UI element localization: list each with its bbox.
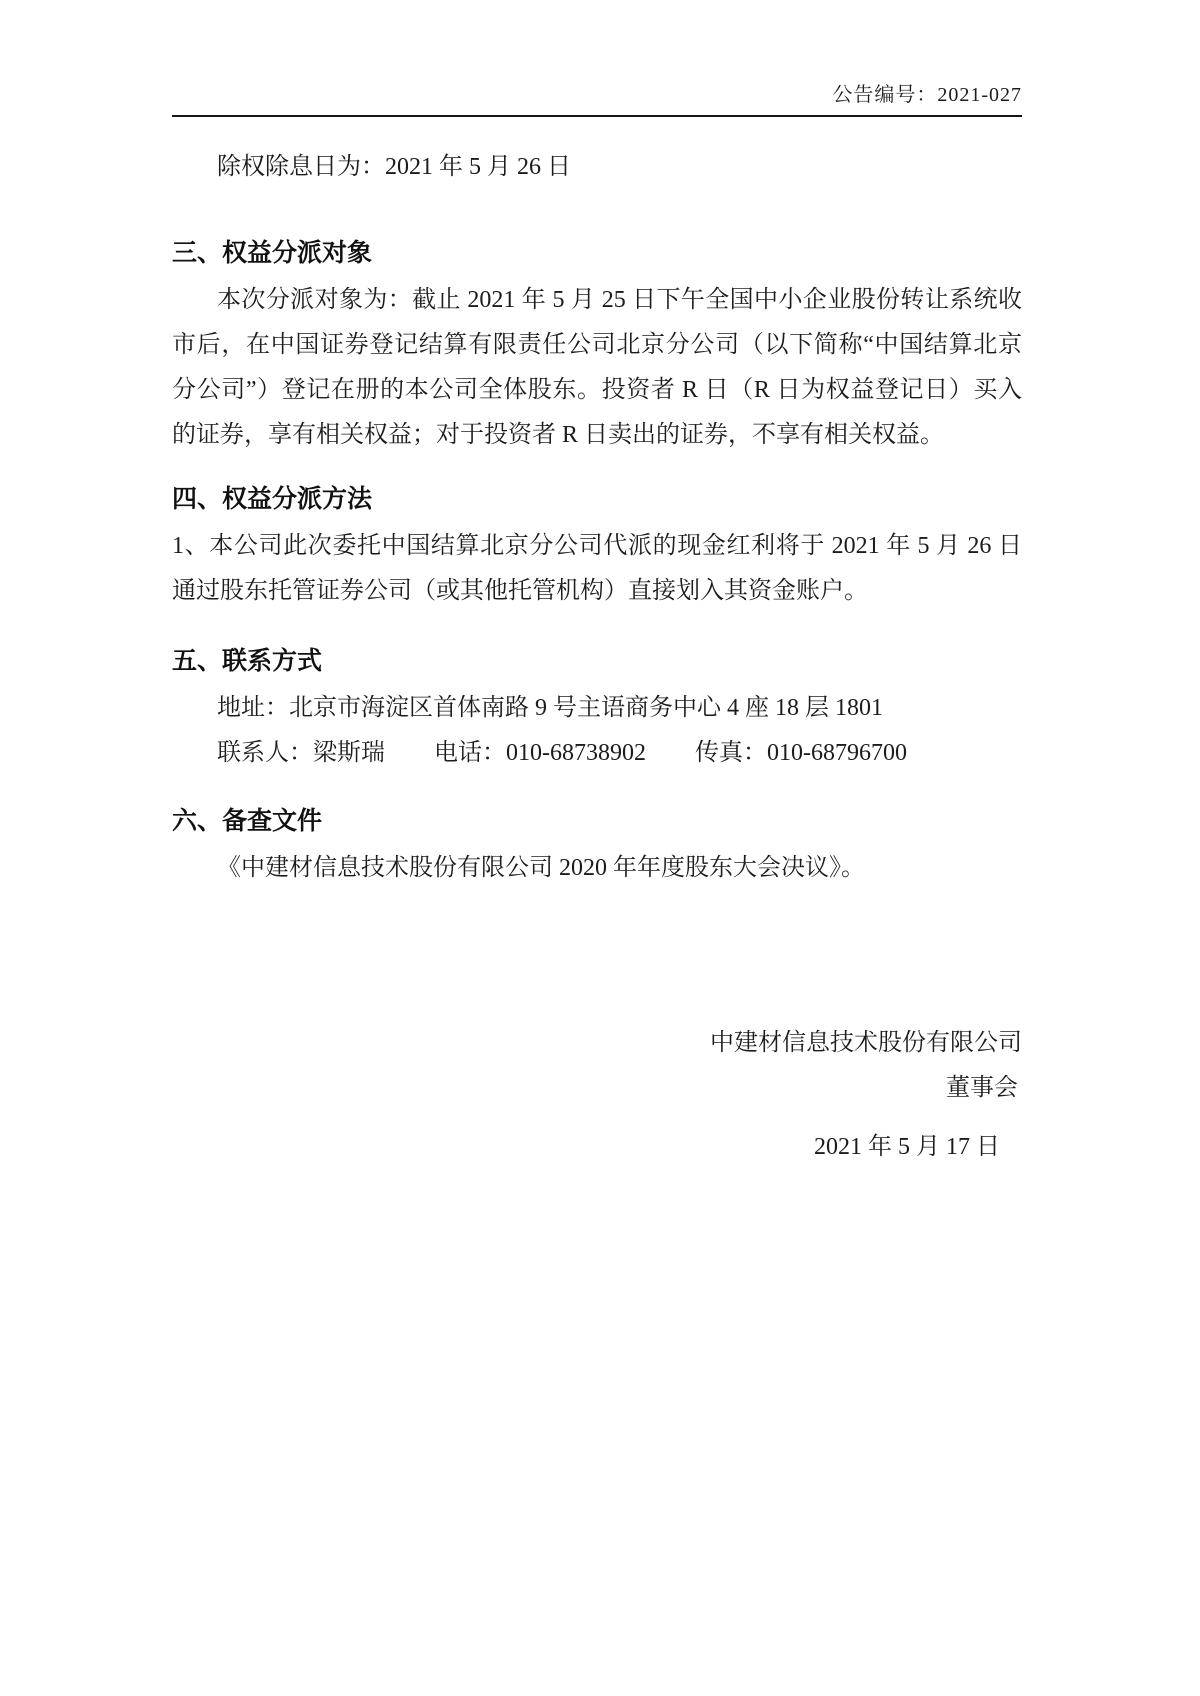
signature-date: 2021 年 5 月 17 日 — [814, 1134, 1000, 1160]
section4-paragraph — [172, 524, 1022, 614]
signature-company: 中建材信息技术股份有限公司 — [710, 1030, 1022, 1056]
section5-heading: 五、联系方式 — [172, 647, 323, 675]
signature-board: 董事会 — [946, 1075, 1018, 1101]
announcement-header — [172, 0, 1022, 107]
section3-paragraph — [172, 278, 1022, 458]
section4-heading: 四、权益分派方法 — [172, 485, 373, 513]
section3-heading: 三、权益分派对象 — [172, 239, 373, 267]
contact-person: 联系人：梁斯瑞 — [217, 740, 385, 766]
contact-phone: 电话：010-68738902 — [434, 740, 646, 766]
paragraph-line: 本次分派对象为：截止 2021 年 5 月 25 日下午全国中小企业股份转让系统收 — [217, 287, 1022, 313]
section5-block — [172, 686, 1022, 776]
paragraph-line: 的证券，享有相关权益；对于投资者 R 日卖出的证券，不享有相关权益。 — [172, 422, 945, 448]
contact-line — [172, 731, 1022, 776]
announcement-number: 公告编号：2021-027 — [832, 84, 1022, 106]
document-content — [172, 0, 1022, 1170]
header-divider — [172, 115, 1022, 117]
reference-document-line: 《中建材信息技术股份有限公司 2020 年年度股东大会决议》。 — [217, 855, 865, 881]
contact-fax: 传真：010-68796700 — [695, 740, 907, 766]
ex-dividend-date-line: 除权除息日为：2021 年 5 月 26 日 — [217, 154, 571, 180]
paragraph-line: 通过股东托管证券公司（或其他托管机构）直接划入其资金账户。 — [172, 578, 868, 604]
paragraph-line: 市后，在中国证券登记结算有限责任公司北京分公司（以下简称“中国结算北京 — [172, 332, 1022, 358]
section6-heading: 六、备查文件 — [172, 807, 323, 835]
address-line: 地址：北京市海淀区首体南路 9 号主语商务中心 4 座 18 层 1801 — [217, 695, 883, 721]
paragraph-line: 1、本公司此次委托中国结算北京分公司代派的现金红利将于 2021 年 5 月 26 日 — [172, 533, 1022, 559]
paragraph-line: 分公司”）登记在册的本公司全体股东。投资者 R 日（R 日为权益登记日）买入 — [172, 377, 1022, 403]
signature-block — [172, 1021, 1022, 1170]
